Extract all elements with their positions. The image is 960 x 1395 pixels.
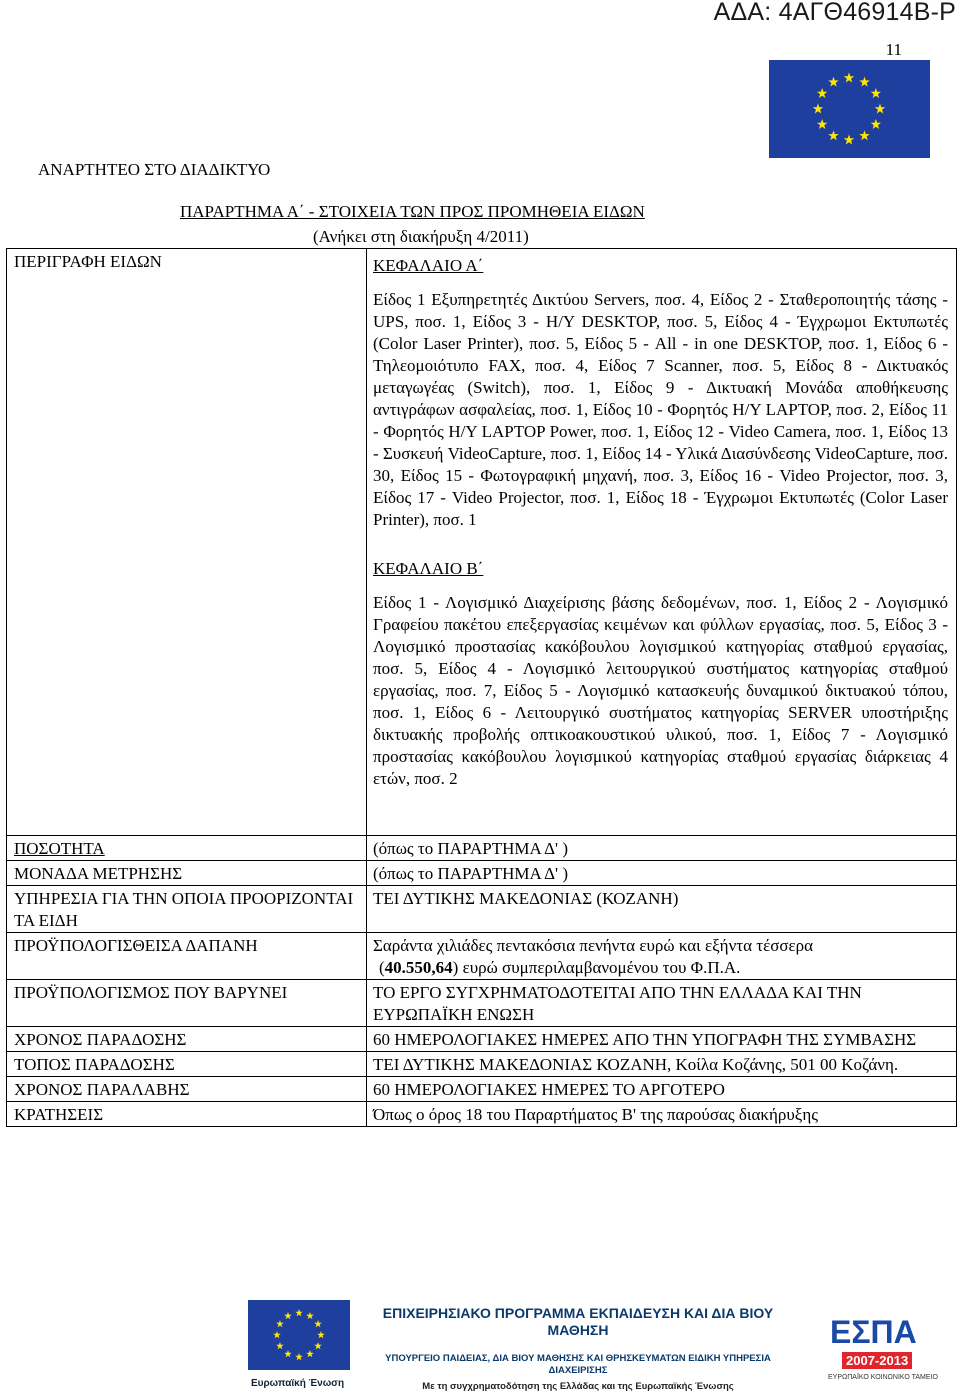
- table-row: [7, 1102, 957, 1127]
- unit-value: (όπως το ΠΑΡΑΡΤΗΜΑ Δ' ): [367, 861, 957, 886]
- receipt-time-value: 60 ΗΜΕΡΟΛΟΓΙΑΚΕΣ ΗΜΕΡΕΣ ΤΟ ΑΡΓΟΤΕΡΟ: [367, 1077, 957, 1102]
- chapter-b-title: ΚΕΦΑΛΑΙΟ Β΄: [373, 559, 484, 578]
- delivery-place-label: ΤΟΠΟΣ ΠΑΡΑΔΟΣΗΣ: [7, 1052, 367, 1077]
- table-row: [7, 1052, 957, 1077]
- program-footer: Με τη συγχρηματοδότηση της Ελλάδας και της Ευρωπαϊκής Ένωσης: [422, 1381, 734, 1392]
- funding-value: ΤΟ ΕΡΓΟ ΣΥΓΧΡΗΜΑΤΟΔΟΤΕΙΤΑΙ ΑΠΟ ΤΗΝ ΕΛΛΑΔΑ ΚΑΙ ΤΗΝ ΕΥΡΩΠΑΪΚΗ ΕΝΩΣΗ: [367, 980, 957, 1027]
- annex-subtitle: (Ανήκει στη διακήρυξη 4/2011): [313, 227, 529, 246]
- eu-flag-logo-icon: [248, 1300, 350, 1376]
- table-row: [7, 980, 957, 1027]
- ada-code: ΑΔΑ: 4ΑΓΘ46914Β-Ρ: [713, 0, 956, 26]
- budget-rest: ) ευρώ συμπεριλαμβανομένου του Φ.Π.Α.: [452, 958, 741, 977]
- table-row: [7, 1077, 957, 1102]
- table-row: [7, 886, 957, 933]
- espa-caption: ΕΥΡΩΠΑΪΚΟ ΚΟΙΝΩΝΙΚΟ ΤΑΜΕΙΟ: [828, 1374, 938, 1381]
- program-title: ΕΠΙΧΕΙΡΗΣΙΑΚΟ ΠΡΟΓΡΑΜΜΑ ΕΚΠΑΙΔΕΥΣΗ ΚΑΙ ΔΙΑ ΒΙΟΥ ΜΑΘΗΣΗ: [382, 1305, 774, 1338]
- chapter-a-body: Είδος 1 Εξυπηρετητές Δικτύου Servers, ποσ. 4, Είδος 2 - Σταθεροποιητής τάσης - UPS, ποσ. 1, Είδος 3 - Η/Υ DESKTOP, ποσ. 5, Είδος 4 - Έγχρωμοι Εκτυπωτές (Color Laser Printer), ποσ. 5, Είδος 5 - All - in one DESKTOP, ποσ. 1, Είδος 6 - Τηλεομοιότυπο FAX, ποσ. 4, Είδος 7 Scanner, ποσ. 5, Είδος 8 - Δικτυακός μεταγωγέας (Switch), ποσ. 1, Είδος 9 - Δικτυακή Μονάδα αποθήκευσης αντιγράφων ασφαλείας, ποσ. 1, Είδος 10 - Φορητός Η/Υ LAPTOP, ποσ. 2, Είδος 11 - Φορητός Η/Υ LAPTOP Power, ποσ. 1, Είδος 12 - Video Camera, ποσ. 1, Είδος 13 - Συσκευή VideoCapture, ποσ. 1, Είδος 14 - Υλικά Διασύνδεσης VideoCapture, ποσ. 30, Είδος 15 - Φωτογραφική μηχανή, ποσ. 3, Είδος 16 - Video Projector, ποσ. 3, Είδος 17 - Video Projector, ποσ. 1, Είδος 18 - Έγχρωμοι Εκτυπωτές (Color Laser Printer), ποσ. 1: [373, 290, 948, 529]
- quantity-label: ΠΟΣΟΤΗΤΑ: [7, 836, 367, 861]
- withholdings-value: Όπως ο όρος 18 του Παραρτήματος Β' της παρούσας διακήρυξης: [367, 1102, 957, 1127]
- service-value: ΤΕΙ ΔΥΤΙΚΗΣ ΜΑΚΕΔΟΝΙΑΣ (ΚΟΖΑΝΗ): [367, 886, 957, 933]
- budget-open: (: [379, 958, 385, 977]
- quantity-value: (όπως το ΠΑΡΑΡΤΗΜΑ Δ' ): [367, 836, 957, 861]
- delivery-time-label: ΧΡΟΝΟΣ ΠΑΡΑΔΟΣΗΣ: [7, 1027, 367, 1052]
- budget-text: Σαράντα χιλιάδες πεντακόσια πενήντα ευρώ και εξήντα τέσσερα: [373, 936, 814, 955]
- espa-years: 2007-2013: [842, 1352, 912, 1369]
- program-logo: [363, 1305, 793, 1393]
- description-label: [7, 249, 367, 836]
- budget-amount-line: [373, 957, 948, 979]
- description-value: [367, 249, 957, 836]
- budget-value: [367, 933, 957, 980]
- program-ministry: ΥΠΟΥΡΓΕΙΟ ΠΑΙΔΕΙΑΣ, ΔΙΑ ΒΙΟΥ ΜΑΘΗΣΗΣ ΚΑΙ ΘΡΗΣΚΕΥΜΑΤΩΝ ΕΙΔΙΚΗ ΥΠΗΡΕΣΙΑ ΔΙΑΧΕΙΡΙΣΗΣ: [385, 1353, 771, 1376]
- withholdings-label: ΚΡΑΤΗΣΕΙΣ: [7, 1102, 367, 1127]
- budget-amount: 40.550,64: [384, 958, 453, 977]
- espa-word: ΕΣΠΑ: [830, 1314, 917, 1350]
- unit-label: ΜΟΝΑΔΑ ΜΕΤΡΗΣΗΣ: [7, 861, 367, 886]
- page-number: 11: [885, 40, 902, 59]
- chapter-a-title: ΚΕΦΑΛΑΙΟ Α΄: [373, 256, 484, 275]
- eu-flag-icon: [769, 60, 930, 158]
- funding-logos: [248, 1300, 948, 1395]
- annex-title: ΠΑΡΑΡΤΗΜΑ Α΄ - ΣΤΟΙΧΕΙΑ ΤΩΝ ΠΡΟΣ ΠΡΟΜΗΘΕΙΑ ΕΙΔΩΝ: [180, 202, 645, 221]
- receipt-time-label: ΧΡΟΝΟΣ ΠΑΡΑΛΑΒΗΣ: [7, 1077, 367, 1102]
- description-label-text: ΠΕΡΙΓΡΑΦΗ ΕΙΔΩΝ: [14, 252, 162, 271]
- table-row: [7, 836, 957, 861]
- chapter-b-body: Είδος 1 - Λογισμικό Διαχείρισης βάσης δεδομένων, ποσ. 1, Είδος 2 - Λογισμικό Γραφείου πακέτου επεξεργασίας κειμένων και φύλλων εργασίας, ποσ. 5, Είδος 3 - Λογισμικό προστασίας κακόβουλου λογισμικού κατηγορίας σταθμού εργασίας, ποσ. 5, Είδος 4 - Λογισμικό λειτουργικού συστήματος κατηγορίας σταθμού εργασίας, ποσ. 7, Είδος 5 - Λογισμικό κατασκευής δυναμικού δικτυακού τόπου, ποσ. 1, Είδος 6 - Λειτουργικό συστήματος κατηγορίας SERVER υποστήριξης δικτυακής προβολής οπτικοακουστικού υλικού, ποσ. 1, Είδος 7 - Λογισμικό προστασίας κακόβουλου λογισμικού κατηγορίας σταθμού εργασίας διάρκειας 4 ετών, ποσ. 2: [373, 593, 948, 788]
- table-row: [7, 861, 957, 886]
- delivery-place-value: ΤΕΙ ΔΥΤΙΚΗΣ ΜΑΚΕΔΟΝΙΑΣ ΚΟΖΑΝΗ, Κοίλα Κοζάνης, 501 00 Κοζάνη.: [367, 1052, 957, 1077]
- funding-label: ΠΡΟΫΠΟΛΟΓΙΣΜΟΣ ΠΟΥ ΒΑΡΥΝΕΙ: [7, 980, 367, 1027]
- posted-online-note: ΑΝΑΡΤΗΤΕΟ ΣΤΟ ΔΙΑΔΙΚΤΥΟ: [38, 160, 271, 179]
- budget-label: ΠΡΟΫΠΟΛΟΓΙΣΘΕΙΣΑ ΔΑΠΑΝΗ: [7, 933, 367, 980]
- eu-caption: Ευρωπαϊκή Ένωση: [251, 1378, 345, 1389]
- table-row: [7, 1027, 957, 1052]
- table-row: [7, 933, 957, 980]
- espa-logo: [806, 1300, 948, 1385]
- service-label: ΥΠΗΡΕΣΙΑ ΓΙΑ ΤΗΝ ΟΠΟΙΑ ΠΡΟΟΡΙΖΟΝΤΑΙ ΤΑ ΕΙΔΗ: [7, 886, 367, 933]
- table-row: [7, 249, 957, 836]
- delivery-time-value: 60 ΗΜΕΡΟΛΟΓΙΑΚΕΣ ΗΜΕΡΕΣ ΑΠΟ ΤΗΝ ΥΠΟΓΡΑΦΗ ΤΗΣ ΣΥΜΒΑΣΗΣ: [367, 1027, 957, 1052]
- items-table: [6, 248, 957, 1127]
